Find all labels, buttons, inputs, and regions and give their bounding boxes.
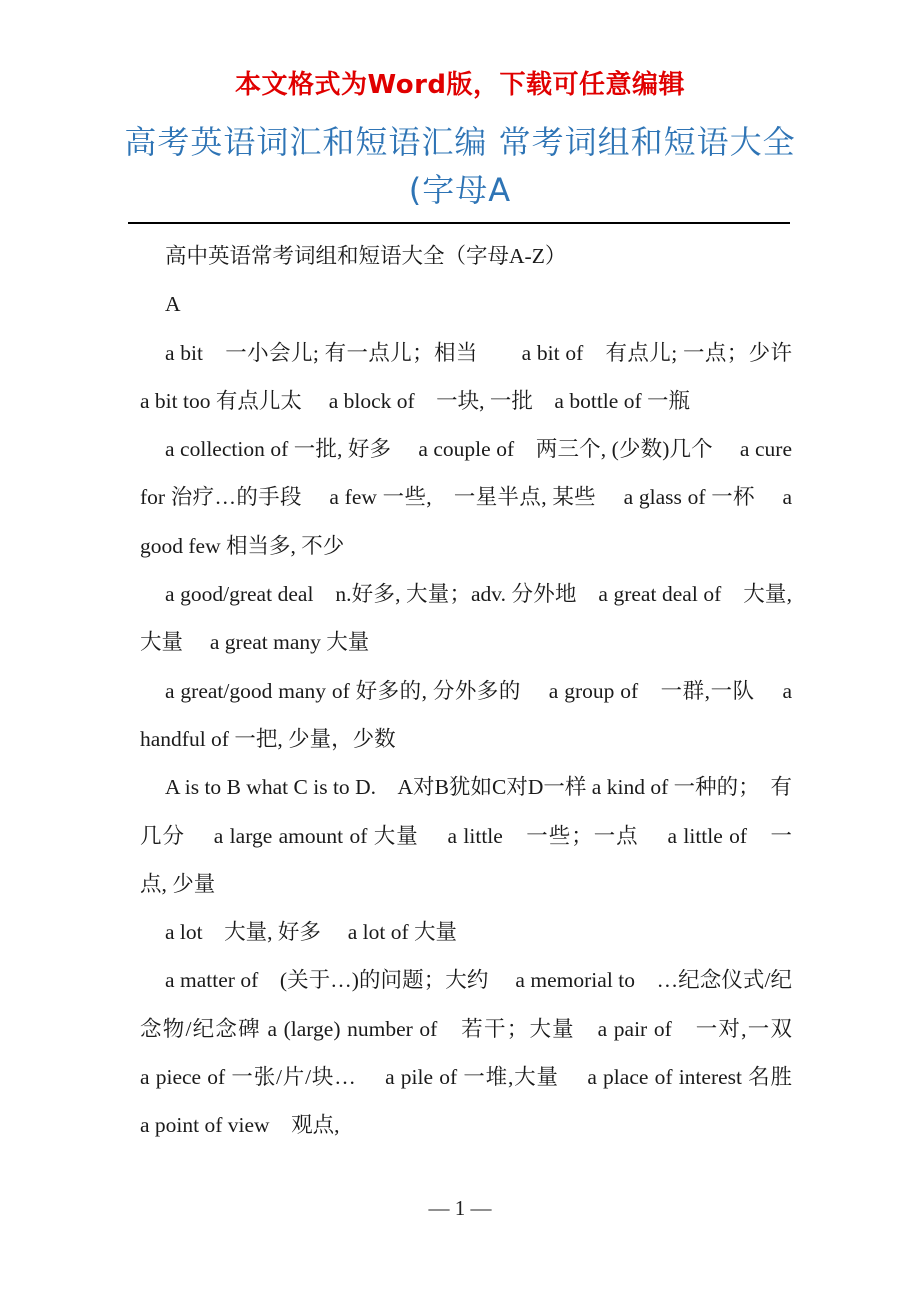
document-title: 高考英语词汇和短语汇编 常考词组和短语大全(字母A [124, 123, 796, 209]
paragraph: a bit 一小会儿; 有一点儿；相当 a bit of 有点儿; 一点；少许 a bit too 有点儿太 a block of 一块, 一批 a bottle of 一瓶 [140, 340, 819, 413]
paragraph: A is to B what C is to D. A对B犹如C对D一样 a kind of 一种的； 有几分 a large amount of 大量 a little 一些；一点 a little of 一点, 少量 [140, 775, 792, 896]
paragraph: a good/great deal n.好多, 大量；adv. 分外地 a great deal of 大量, 大量 a great many 大量 [140, 582, 792, 655]
paragraph: a matter of (关于…)的问题；大约 a memorial to …纪念仪式/纪念物/纪念碑 a (large) number of 若干；大量 a pair of 一对,一双 a piece of 一张/片/块… a pile of 一堆,大量 a place of interest 名胜 a point of view 观点, [140, 968, 819, 1138]
paragraph-letter: A [165, 292, 181, 317]
body-text [140, 232, 819, 1150]
paragraph-heading: 高中英语常考词组和短语大全（字母A-Z） [165, 244, 567, 268]
paragraph: a collection of 一批, 好多 a couple of 两三个, (少数)几个 a cure for 治疗…的手段 a few 一些, 一星半点, 某些 a glass of 一杯 a good few 相当多, 不少 [140, 437, 792, 558]
format-notice: 本文格式为Word版，下载可任意编辑 [234, 70, 686, 100]
title-divider [128, 222, 790, 224]
paragraph: a lot 大量, 好多 a lot of 大量 [165, 920, 458, 945]
paragraph: a great/good many of 好多的, 分外多的 a group of 一群,一队 a handful of 一把, 少量，少数 [140, 678, 792, 751]
page-number: — 1 — [428, 1196, 492, 1220]
